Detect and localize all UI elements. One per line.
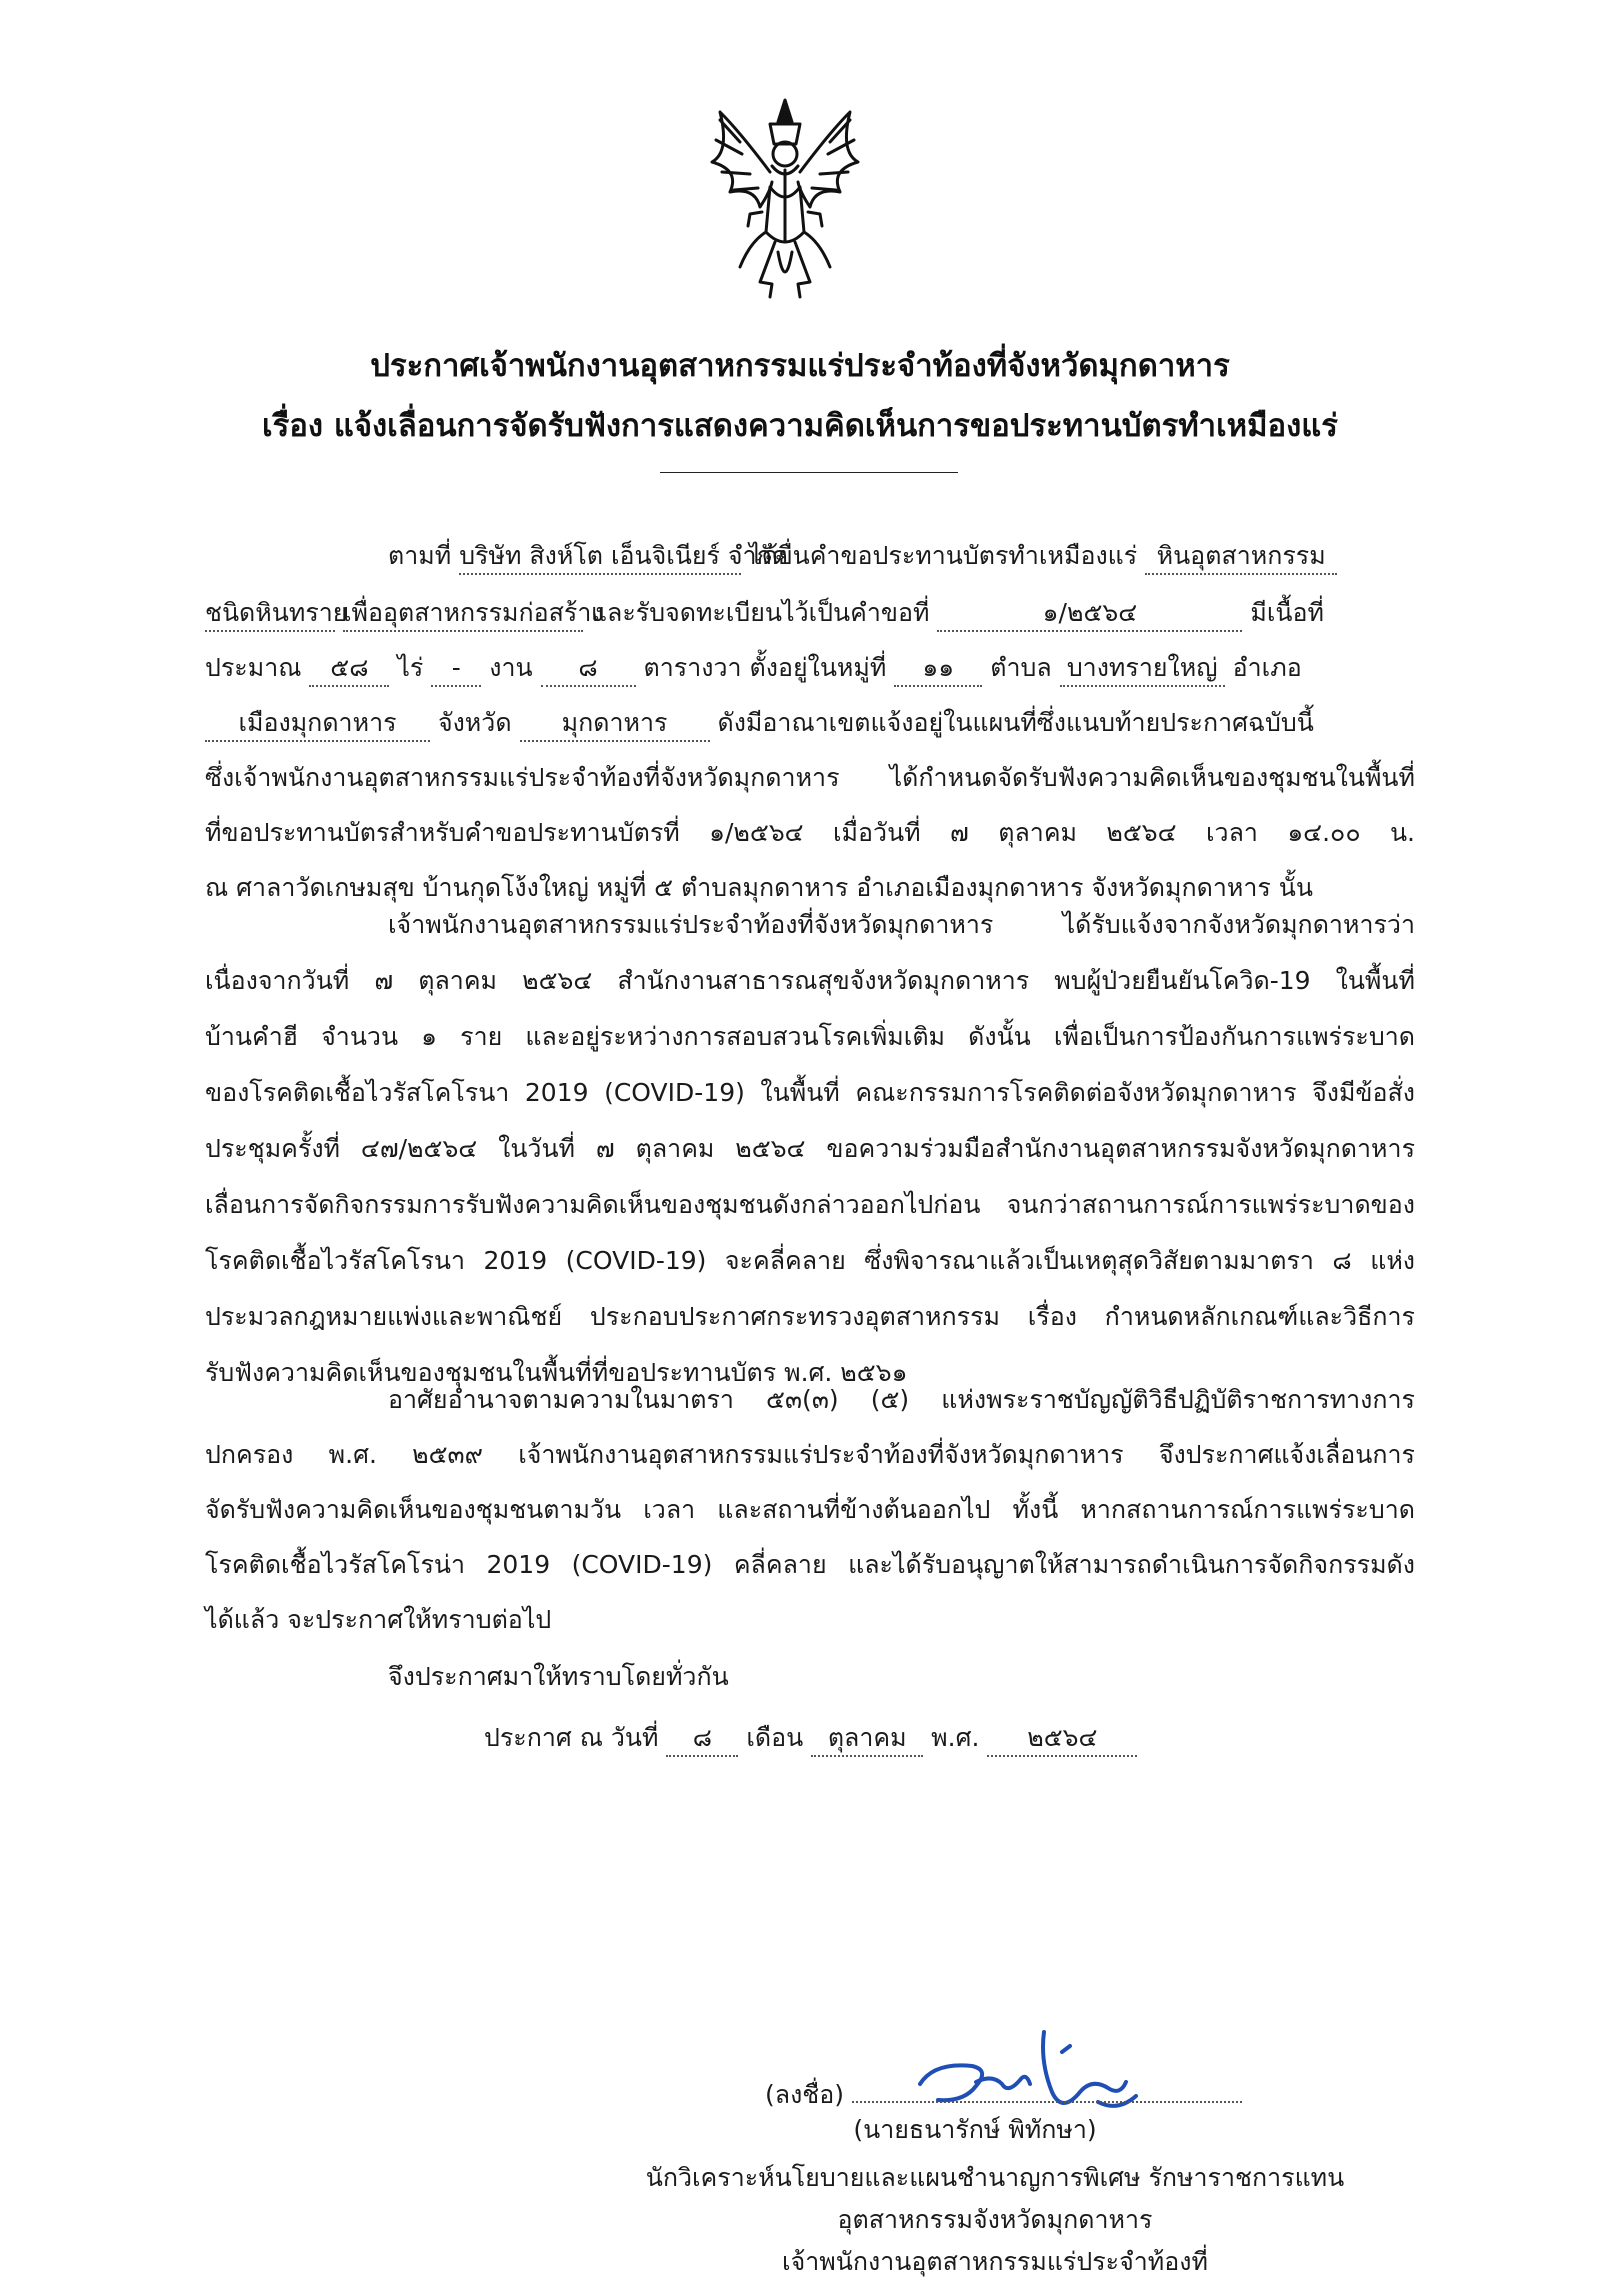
label-approx: ประมาณ xyxy=(205,653,302,682)
label-village-no: ตั้งอยู่ในหมู่ที่ xyxy=(749,653,887,682)
form-line-2 xyxy=(205,593,1324,633)
label-tambon: ตำบล xyxy=(990,653,1052,682)
month-field: ตุลาคม xyxy=(811,1721,923,1757)
label-area: มีเนื้อที่ xyxy=(1250,598,1324,627)
label-signed: (ลงชื่อ) xyxy=(765,2080,845,2109)
position-line: นักวิเคราะห์นโยบายและแผนชำนาญการพิเศษ รักษาราชการแทน xyxy=(645,2163,1345,2192)
p3-line: ได้แล้ว จะประกาศให้ทราบต่อไป xyxy=(205,1605,552,1634)
signature-field xyxy=(852,2101,1242,2103)
boundary-text: ดังมีอาณาเขตแจ้งอยู่ในแผนที่ซึ่งแนบท้ายประกาศฉบับนี้ xyxy=(717,708,1314,737)
p2-line: ประชุมครั้งที่ ๔๗/๒๕๖๔ ในวันที่ ๗ ตุลาคม ๒๕๖๔ ขอความร่วมมือสำนักงานอุตสาหกรรมจังหวัดมุกดาหาร xyxy=(205,1134,1415,1163)
p3-line: อาศัยอำนาจตามความในมาตรา ๕๓(๓) (๕) แห่งพระราชบัญญัติวิธีปฏิบัติราชการทางการ xyxy=(388,1385,1415,1414)
mineral-field: หินอุตสาหกรรม xyxy=(1145,539,1337,575)
p2-line: เลื่อนการจัดกิจกรรมการรับฟังความคิดเห็นของชุมชนดังกล่าวออกไปก่อน จนกว่าสถานการณ์การแพร่ระบาดของ xyxy=(205,1190,1415,1219)
label-according-to: ตามที่ xyxy=(388,541,452,570)
closing-statement: จึงประกาศมาให้ทราบโดยทั่วกัน xyxy=(388,1662,729,1691)
p3-line: จัดรับฟังความคิดเห็นของชุมชนตามวัน เวลา และสถานที่ข้างต้นออกไป ทั้งนี้ หากสถานการณ์การแพร่ระบาด xyxy=(205,1495,1415,1524)
position-line: เจ้าพนักงานอุตสาหกรรมแร่ประจำท้องที่ xyxy=(782,2247,1208,2276)
date-line xyxy=(484,1718,1137,1758)
p1-line: ที่ขอประทานบัตรสำหรับคำขอประทานบัตรที่ ๑/๒๕๖๔ เมื่อวันที่ ๗ ตุลาคม ๒๕๖๔ เวลา ๑๔.๐๐ น. xyxy=(205,818,1415,847)
p1-line: ณ ศาลาวัดเกษมสุข บ้านกุดโง้งใหญ่ หมู่ที่ ๕ ตำบลมุกดาหาร อำเภอเมืองมุกดาหาร จังหวัดมุกดาหาร นั้น xyxy=(205,873,1313,902)
position-line: อุตสาหกรรมจังหวัดมุกดาหาร xyxy=(837,2205,1153,2234)
p2-line: ประมวลกฎหมายแพ่งและพาณิชย์ ประกอบประกาศกระทรวงอุตสาหกรรม เรื่อง กำหนดหลักเกณฑ์และวิธีการ xyxy=(205,1302,1415,1331)
amphoe-field: เมืองมุกดาหาร xyxy=(205,706,430,742)
label-square-wa: ตารางวา xyxy=(643,653,742,682)
label-request-no: และรับจดทะเบียนไว้เป็นคำขอที่ xyxy=(590,598,930,627)
mineral-type-field: ชนิดหินทราย xyxy=(205,596,335,632)
label-ngan: งาน xyxy=(489,653,533,682)
form-line-3 xyxy=(205,648,1302,688)
p3-line: โรคติดเชื้อไวรัสโคโรน่า 2019 (COVID-19) คลี่คลาย และได้รับอนุญาตให้สามารถดำเนินการจัดกิจกรรมดัง xyxy=(205,1550,1415,1579)
p2-line: เจ้าพนักงานอุตสาหกรรมแร่ประจำท้องที่จังหวัดมุกดาหาร ได้รับแจ้งจากจังหวัดมุกดาหารว่า xyxy=(388,910,1415,939)
p1-line: ซึ่งเจ้าพนักงานอุตสาหกรรมแร่ประจำท้องที่จังหวัดมุกดาหาร ได้กำหนดจัดรับฟังความคิดเห็นของชุมชนในพื้นที่ xyxy=(205,763,1415,792)
company-name-field: บริษัท สิงห์โต เอ็นจิเนียร์ จำกัด xyxy=(459,539,741,575)
garuda-emblem xyxy=(700,92,870,302)
purpose-field: เพื่ออุตสาหกรรมก่อสร้าง xyxy=(343,596,583,632)
label-year: พ.ศ. xyxy=(931,1723,980,1752)
label-amphoe: อำเภอ xyxy=(1232,653,1302,682)
title-divider xyxy=(660,472,958,473)
signatory-name: (นายธนารักษ์ พิทักษา) xyxy=(853,2115,1097,2144)
announcement-subject: เรื่อง แจ้งเลื่อนการจัดรับฟังการแสดงความคิดเห็นการขอประทานบัตรทำเหมืองแร่ xyxy=(262,408,1338,444)
request-number-field: ๑/๒๕๖๔ xyxy=(937,596,1242,632)
square-wa-field: ๘ xyxy=(541,651,636,687)
label-month: เดือน xyxy=(746,1723,804,1752)
label-rai: ไร่ xyxy=(397,653,424,682)
p3-line: ปกครอง พ.ศ. ๒๕๓๙ เจ้าพนักงานอุตสาหกรรมแร่ประจำท้องที่จังหวัดมุกดาหาร จึงประกาศแจ้งเลื่อนการ xyxy=(205,1440,1415,1469)
p2-line: โรคติดเชื้อไวรัสโคโรนา 2019 (COVID-19) จะคลี่คลาย ซึ่งพิจารณาแล้วเป็นเหตุสุดวิสัยตามมาตรา ๘ แห่ง xyxy=(205,1246,1415,1275)
rai-field: ๕๘ xyxy=(309,651,389,687)
year-field: ๒๕๖๔ xyxy=(987,1721,1137,1757)
label-applied-for: ได้ยื่นคำขอประทานบัตรทำเหมืองแร่ xyxy=(749,541,1138,570)
province-field: มุกดาหาร xyxy=(520,706,710,742)
tambon-field: บางทรายใหญ่ xyxy=(1060,651,1225,687)
p2-line: ของโรคติดเชื้อไวรัสโคโรนา 2019 (COVID-19) ในพื้นที่ คณะกรรมการโรคติดต่อจังหวัดมุกดาหาร จึงมีข้อสั่ง xyxy=(205,1078,1415,1107)
ngan-field: - xyxy=(431,651,481,687)
day-field: ๘ xyxy=(666,1721,738,1757)
signature-line xyxy=(765,2075,1242,2115)
form-line-1 xyxy=(388,536,1337,576)
label-date: ประกาศ ณ วันที่ xyxy=(484,1723,659,1752)
form-line-4 xyxy=(205,703,1314,743)
village-no-field: ๑๑ xyxy=(894,651,982,687)
p2-line: รับฟังความคิดเห็นของชุมชนในพื้นที่ที่ขอประทานบัตร พ.ศ. ๒๕๖๑ xyxy=(205,1358,908,1387)
p2-line: บ้านคำฮี จำนวน ๑ ราย และอยู่ระหว่างการสอบสวนโรคเพิ่มเติม ดังนั้น เพื่อเป็นการป้องกันการแพร่ระบาด xyxy=(205,1022,1415,1051)
label-province: จังหวัด xyxy=(437,708,512,737)
p2-line: เนื่องจากวันที่ ๗ ตุลาคม ๒๕๖๔ สำนักงานสาธารณสุขจังหวัดมุกดาหาร พบผู้ป่วยยืนยันโควิด-19 ในพื้นที่ xyxy=(205,966,1415,995)
announcement-title: ประกาศเจ้าพนักงานอุตสาหกรรมแร่ประจำท้องที่จังหวัดมุกดาหาร xyxy=(370,348,1230,384)
